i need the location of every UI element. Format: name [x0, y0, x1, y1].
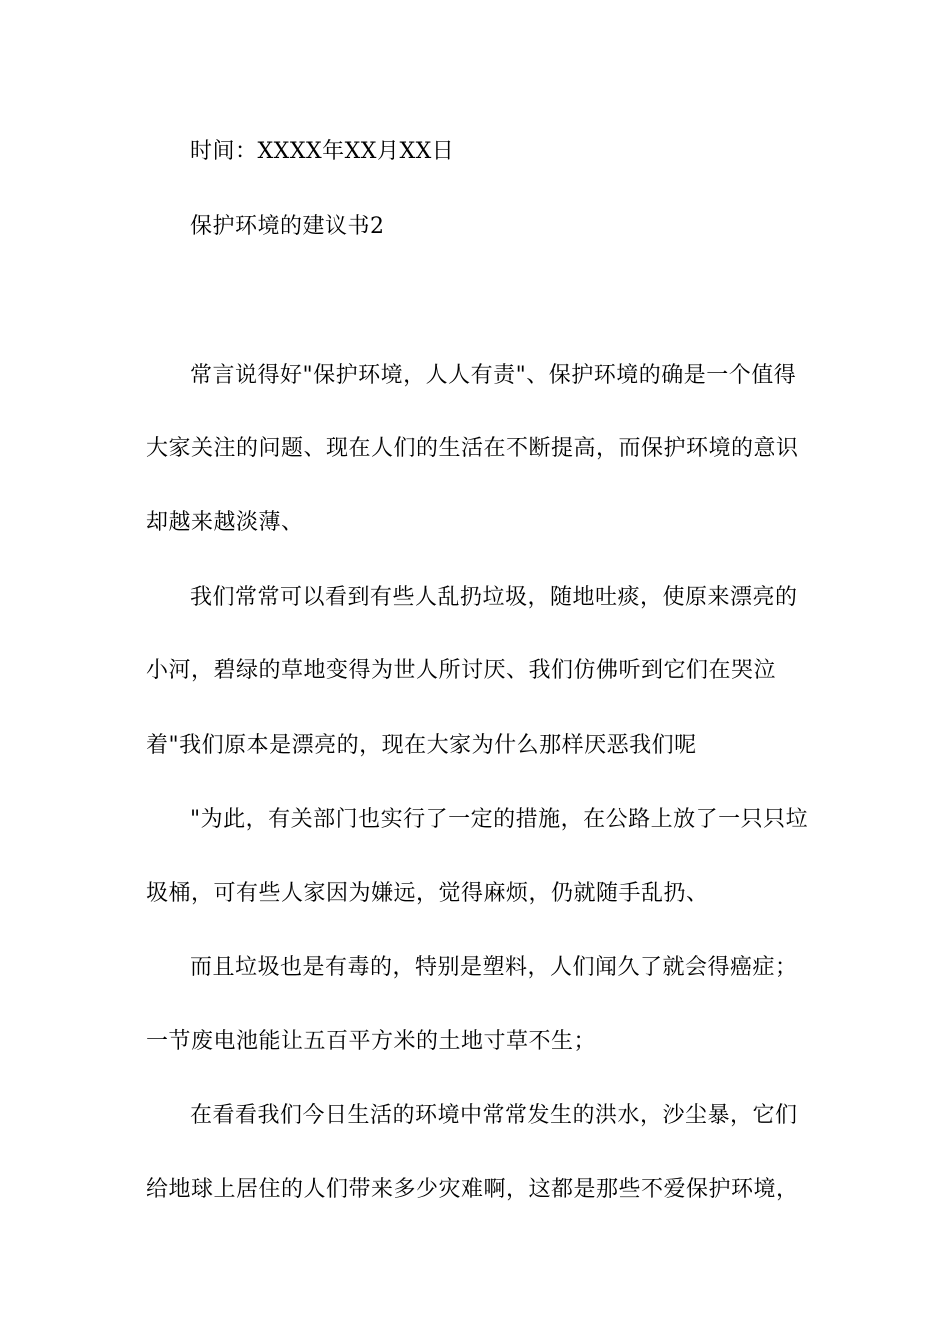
- paragraph-line: 着"我们原本是漂亮的，现在大家为什么那样厌恶我们呢: [146, 733, 697, 758]
- paragraph-line: "为此，有关部门也实行了一定的措施，在公路上放了一只只垃: [190, 807, 809, 832]
- paragraph-line: 我们常常可以看到有些人乱扔垃圾，随地吐痰，使原来漂亮的: [190, 585, 798, 610]
- document-heading: 保护环境的建议书2: [190, 214, 385, 239]
- paragraph-line: 大家关注的问题、现在人们的生活在不断提高，而保护环境的意识: [146, 436, 799, 461]
- paragraph-line: 小河，碧绿的草地变得为世人所讨厌、我们仿佛听到它们在哭泣: [146, 658, 777, 683]
- date-line: 时间：XXXX年XX月XX日: [190, 139, 455, 164]
- paragraph-line: 却越来越淡薄、: [146, 510, 304, 535]
- paragraph-line: 一节废电池能让五百平方米的土地寸草不生；: [146, 1029, 597, 1054]
- paragraph-line: 在看看我们今日生活的环境中常常发生的洪水，沙尘暴，它们: [190, 1103, 798, 1128]
- paragraph-line: 给地球上居住的人们带来多少灾难啊，这都是那些不爱保护环境，: [146, 1177, 799, 1202]
- paragraph-line: 常言说得好"保护环境，人人有责"、保护环境的确是一个值得: [190, 363, 797, 388]
- paragraph-line: 而且垃圾也是有毒的，特别是塑料，人们闻久了就会得癌症；: [190, 955, 798, 980]
- paragraph-line: 圾桶，可有些人家因为嫌远，觉得麻烦，仍就随手乱扔、: [146, 881, 709, 906]
